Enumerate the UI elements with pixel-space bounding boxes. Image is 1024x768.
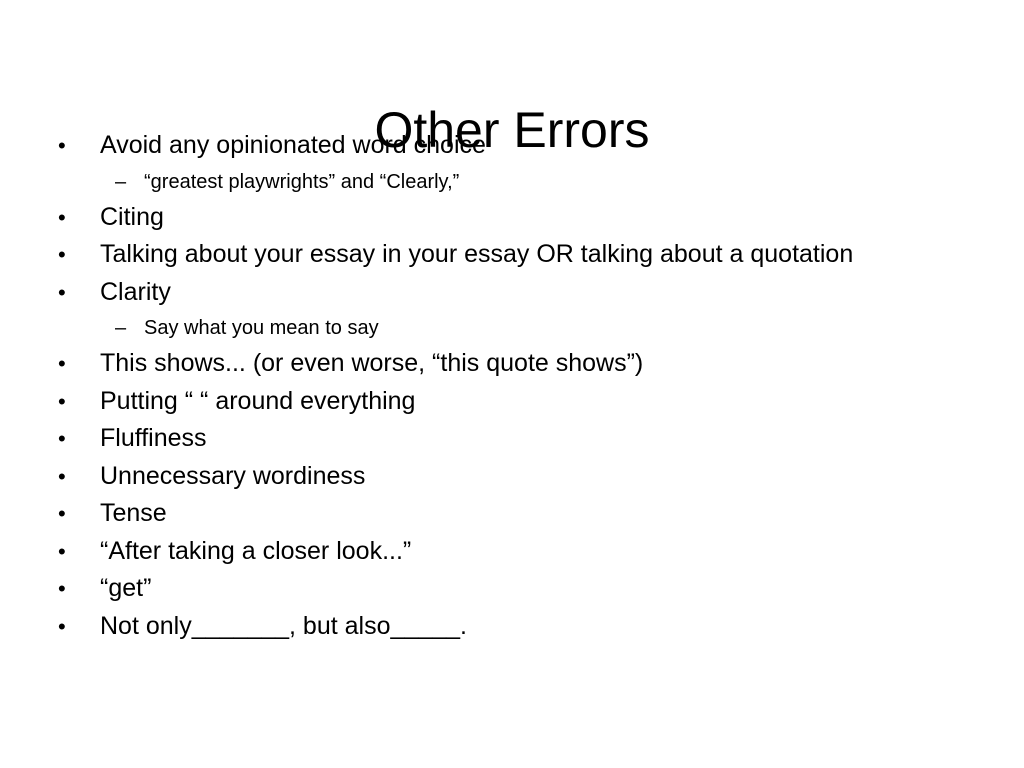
- bullet-item: [58, 495, 998, 533]
- bullet-text: “get”: [100, 574, 152, 602]
- bullet-marker: •: [58, 426, 66, 451]
- bullet-marker: •: [58, 242, 66, 267]
- bullet-item: [58, 420, 998, 458]
- bullet-text: Tense: [100, 499, 167, 527]
- bullet-marker: •: [58, 279, 66, 305]
- bullet-item: [58, 570, 998, 608]
- bullet-text: Citing: [100, 202, 164, 231]
- bullet-text: Talking about your essay in your essay OR talking about a quotation: [100, 240, 854, 268]
- bullet-marker: •: [58, 133, 66, 158]
- bullet-text: “After taking a closer look...”: [100, 536, 412, 565]
- sub-bullet-item: [58, 311, 998, 345]
- bullet-marker: •: [58, 613, 66, 639]
- bullet-marker: •: [58, 204, 66, 230]
- bullet-item: [58, 274, 998, 312]
- bullet-item: [58, 236, 998, 274]
- dash-marker: –: [115, 170, 127, 193]
- bullet-item: [58, 533, 998, 571]
- bullet-marker: •: [58, 388, 66, 414]
- bullet-list: [58, 127, 998, 645]
- bullet-text: Avoid any opinionated word choice: [100, 131, 486, 159]
- bullet-item: [58, 127, 998, 165]
- bullet-item: [58, 608, 998, 646]
- bullet-text: This shows... (or even worse, “this quote shows”): [100, 349, 644, 377]
- bullet-marker: •: [58, 501, 66, 526]
- bullet-marker: •: [58, 538, 66, 564]
- bullet-marker: •: [58, 463, 66, 489]
- bullet-text: “greatest playwrights” and “Clearly,”: [144, 170, 460, 193]
- sub-bullet-item: [58, 165, 998, 199]
- bullet-text: Clarity: [100, 277, 171, 306]
- bullet-text: Say what you mean to say: [144, 317, 379, 339]
- bullet-text: Unnecessary wordiness: [100, 461, 366, 490]
- bullet-item: [58, 458, 998, 496]
- bullet-text: Not only_______, but also_____.: [100, 611, 467, 640]
- bullet-item: [58, 345, 998, 383]
- dash-marker: –: [115, 317, 127, 339]
- bullet-text: Putting “ “ around everything: [100, 386, 416, 415]
- bullet-marker: •: [58, 351, 66, 376]
- slide-title: Other Errors: [374, 101, 650, 158]
- bullet-item: [58, 199, 998, 237]
- bullet-marker: •: [58, 576, 66, 601]
- bullet-text: Fluffiness: [100, 424, 207, 452]
- bullet-item: [58, 383, 998, 421]
